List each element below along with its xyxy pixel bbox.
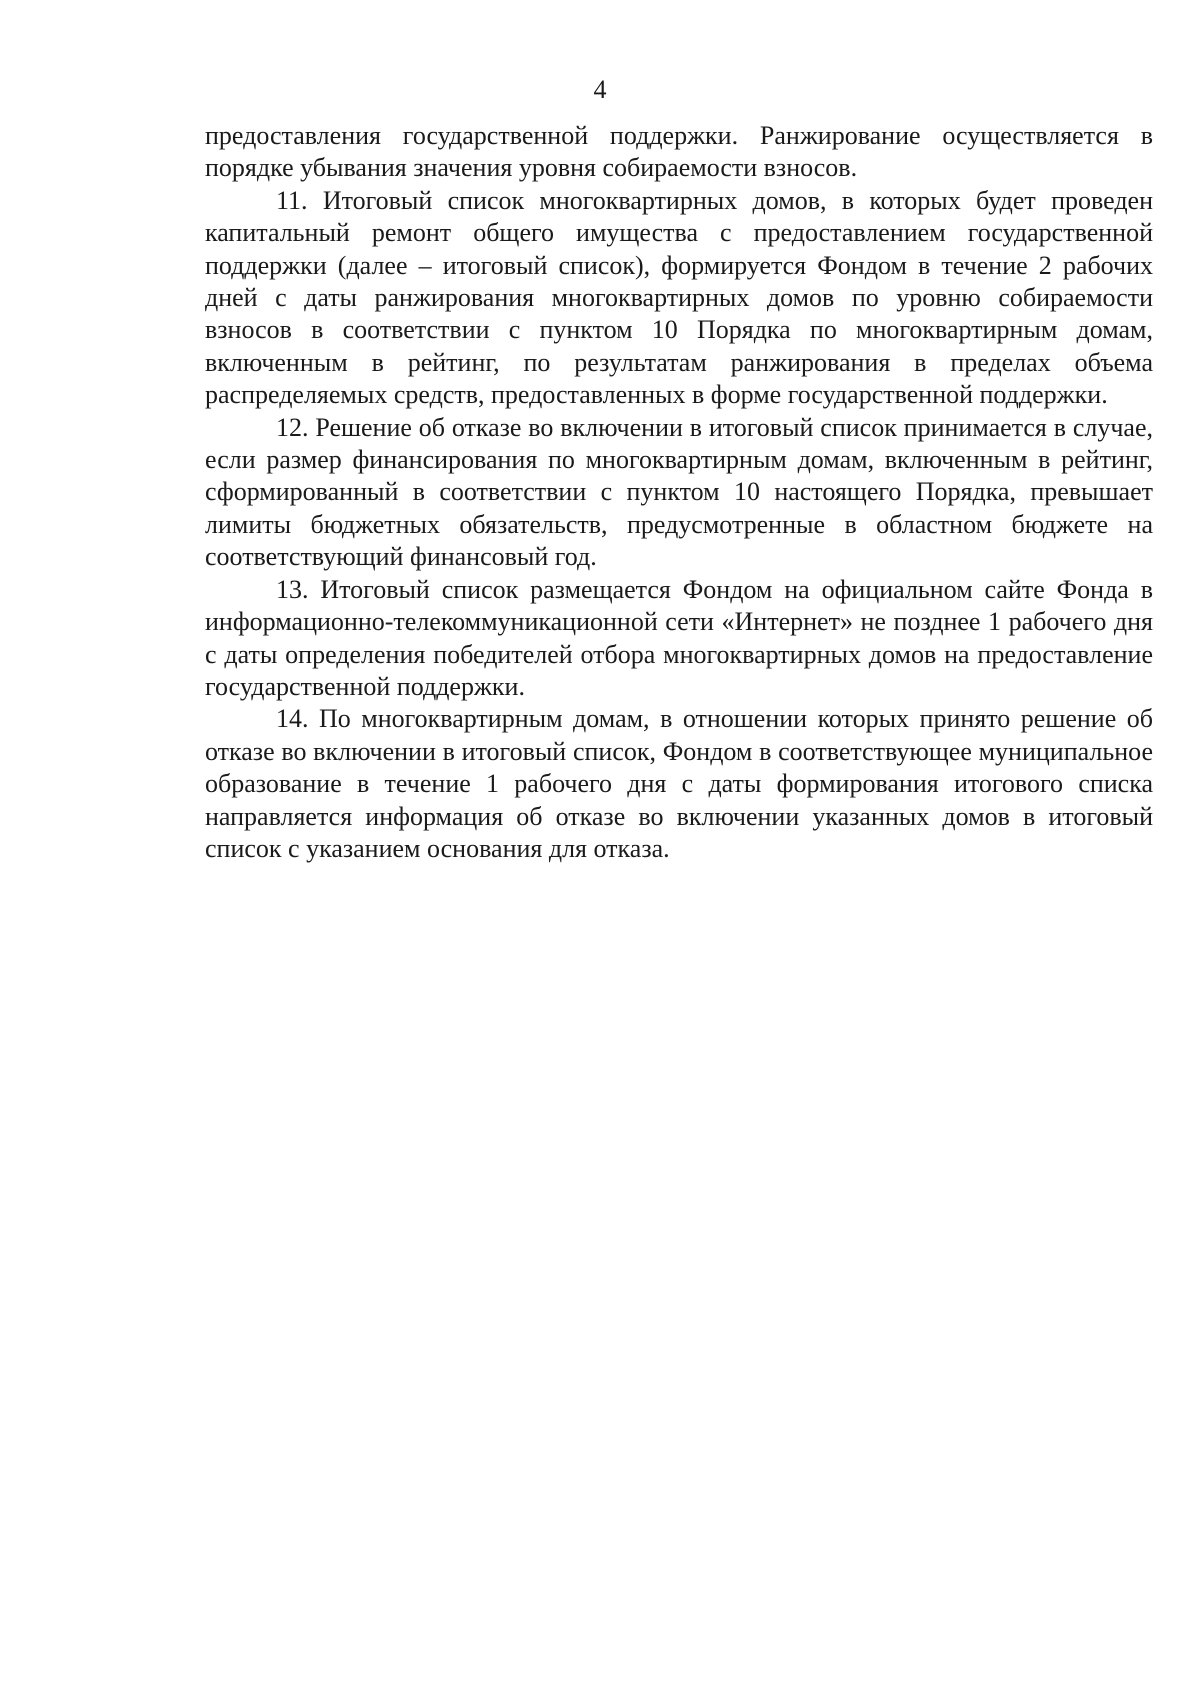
paragraph-11: 11. Итоговый список многоквартирных домов, в которых будет проведен капитальный ремонт общего имущества с предоставлением государственной поддержки (далее – итоговый список), формируется Фондом в течение 2 рабочих дней с даты ранжирования многоквартирных домов по уровню собираемости взносов в соответствии с пунктом 10 Порядка по многоквартирным домам, включенным в рейтинг, по результатам ранжирования в пределах объема распределяемых средств, предоставленных в форме государственной поддержки.: [205, 185, 1153, 410]
document-body: [205, 120, 1153, 865]
paragraph-14: 14. По многоквартирным домам, в отношении которых принято решение об отказе во включении в итоговый список, Фондом в соответствующее муниципальное образование в течение 1 рабочего дня с даты формирования итогового списка направляется информация об отказе во включении указанных домов в итоговый список с указанием основания для отказа.: [205, 704, 1153, 863]
paragraph-13: 13. Итоговый список размещается Фондом на официальном сайте Фонда в информационно-телекоммуникационной сети «Интернет» не позднее 1 рабочего дня с даты определения победителей отбора многоквартирных домов на предоставление государственной поддержки.: [205, 574, 1153, 701]
paragraph-continuation: предоставления государственной поддержки. Ранжирование осуществляется в порядке убывания значения уровня собираемости взносов.: [205, 121, 1153, 183]
page-number: 4: [593, 75, 607, 104]
paragraph-12: 12. Решение об отказе во включении в итоговый список принимается в случае, если размер финансирования по многоквартирным домам, включенным в рейтинг, сформированный в соответствии с пунктом 10 настоящего Порядка, превышает лимиты бюджетных обязательств, предусмотренные в областном бюджете на соответствующий финансовый год.: [205, 412, 1153, 572]
